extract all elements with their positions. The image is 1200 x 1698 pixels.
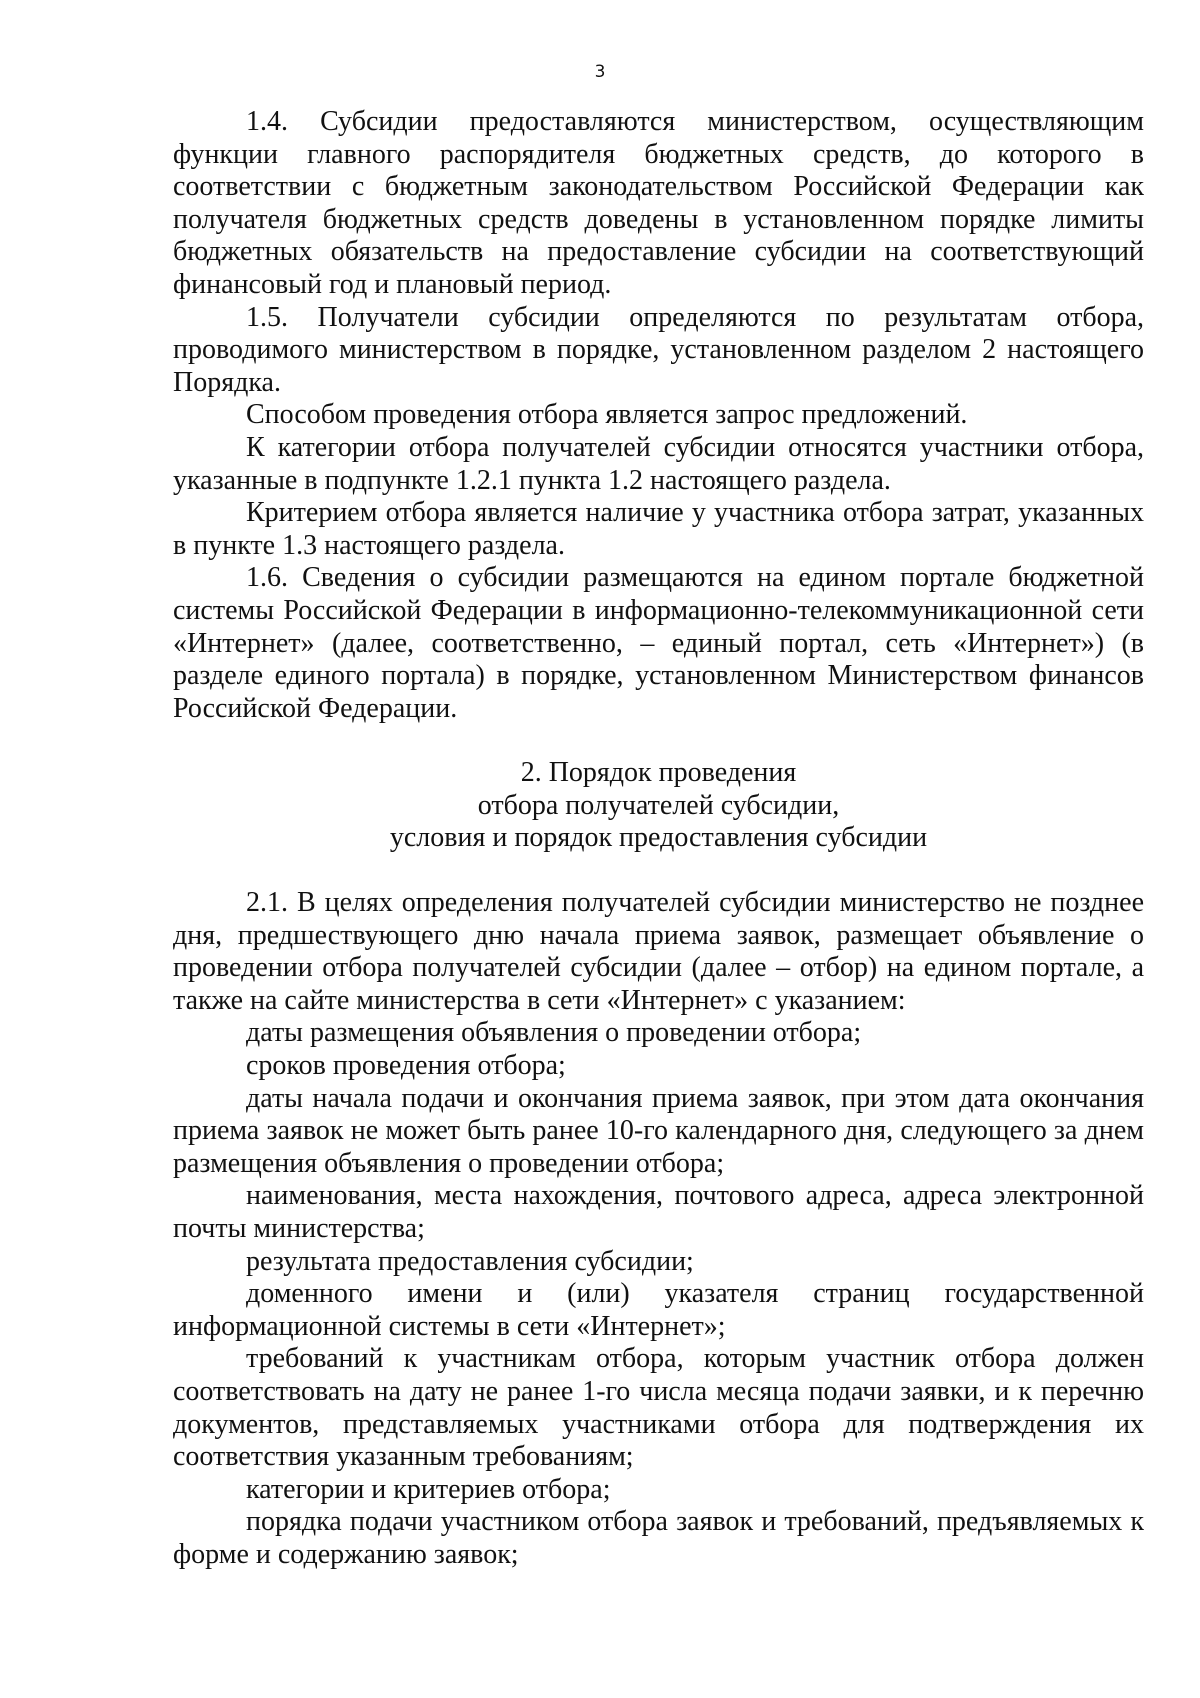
section-2-body xyxy=(173,887,1144,1571)
paragraph-selection-category: К категории отбора получателей субсидии относятся участники отбора, указанные в подпункте 1.2.1 пункта 1.2 настоящего раздела. xyxy=(173,431,1144,496)
paragraph-selection-criterion: Критерием отбора является наличие у участника отбора затрат, указанных в пункте 1.3 настоящего раздела. xyxy=(173,497,1144,561)
section-2-heading xyxy=(173,757,1144,855)
list-item: порядка подачи участником отбора заявок и требований, предъявляемых к форме и содержанию заявок; xyxy=(173,1506,1144,1570)
section-2-heading-line: отбора получателей субсидии, xyxy=(477,789,840,821)
list-item: результата предоставления субсидии; xyxy=(246,1245,694,1277)
paragraph-selection-method: Способом проведения отбора является запрос предложений. xyxy=(246,399,968,431)
list-item: требований к участникам отбора, которым участник отбора должен соответствовать на дату не ранее 1-го числа месяца подачи заявки, и к перечню документов, представляемых участниками отбора для подтверждения их соответствия указанным требованиям; xyxy=(173,1343,1144,1473)
paragraph-2-1: 2.1. В целях определения получателей субсидии министерство не позднее дня, предшествующего дню начала приема заявок, размещает объявление о проведении отбора получателей субсидии (далее – отбор) на едином портале, а также на сайте министерства в сети «Интернет» с указанием: xyxy=(173,887,1144,1016)
section-2-heading-line: 2. Порядок проведения xyxy=(520,757,797,789)
paragraph-1-4: 1.4. Субсидии предоставляются министерством, осуществляющим функции главного распорядителя бюджетных средств, до которого в соответствии с бюджетным законодательством Российской Федерации как получателя бюджетных средств доведены в установленном порядке лимиты бюджетных обязательств на предоставление субсидии на соответствующий финансовый год и плановый период. xyxy=(173,106,1144,300)
list-item: доменного имени и (или) указателя страниц государственной информационной системы в сети «Интернет»; xyxy=(173,1278,1144,1342)
list-item: даты размещения объявления о проведении отбора; xyxy=(246,1017,862,1049)
list-item: даты начала подачи и окончания приема заявок, при этом дата окончания приема заявок не может быть ранее 10-го календарного дня, следующего за днем размещения объявления о проведении отбора; xyxy=(173,1082,1144,1179)
section-1-tail xyxy=(173,106,1144,725)
list-item: сроков проведения отбора; xyxy=(246,1050,566,1082)
document-body xyxy=(173,106,1144,1572)
paragraph-1-6: 1.6. Сведения о субсидии размещаются на едином портале бюджетной системы Российской Федерации в информационно-телекоммуникационной сети «Интернет» (далее, соответственно, – единый портал, сеть «Интернет») (в разделе единого портала) в порядке, установленном Министерством финансов Российской Федерации. xyxy=(173,562,1144,724)
list-item: наименования, места нахождения, почтового адреса, адреса электронной почты министерства; xyxy=(173,1180,1144,1244)
page-number: 3 xyxy=(594,62,606,82)
section-2-heading-line: условия и порядок предоставления субсидии xyxy=(389,822,928,854)
list-item: категории и критериев отбора; xyxy=(246,1473,611,1505)
paragraph-1-5: 1.5. Получатели субсидии определяются по результатам отбора, проводимого министерством в порядке, установленном разделом 2 настоящего Порядка. xyxy=(173,301,1144,398)
